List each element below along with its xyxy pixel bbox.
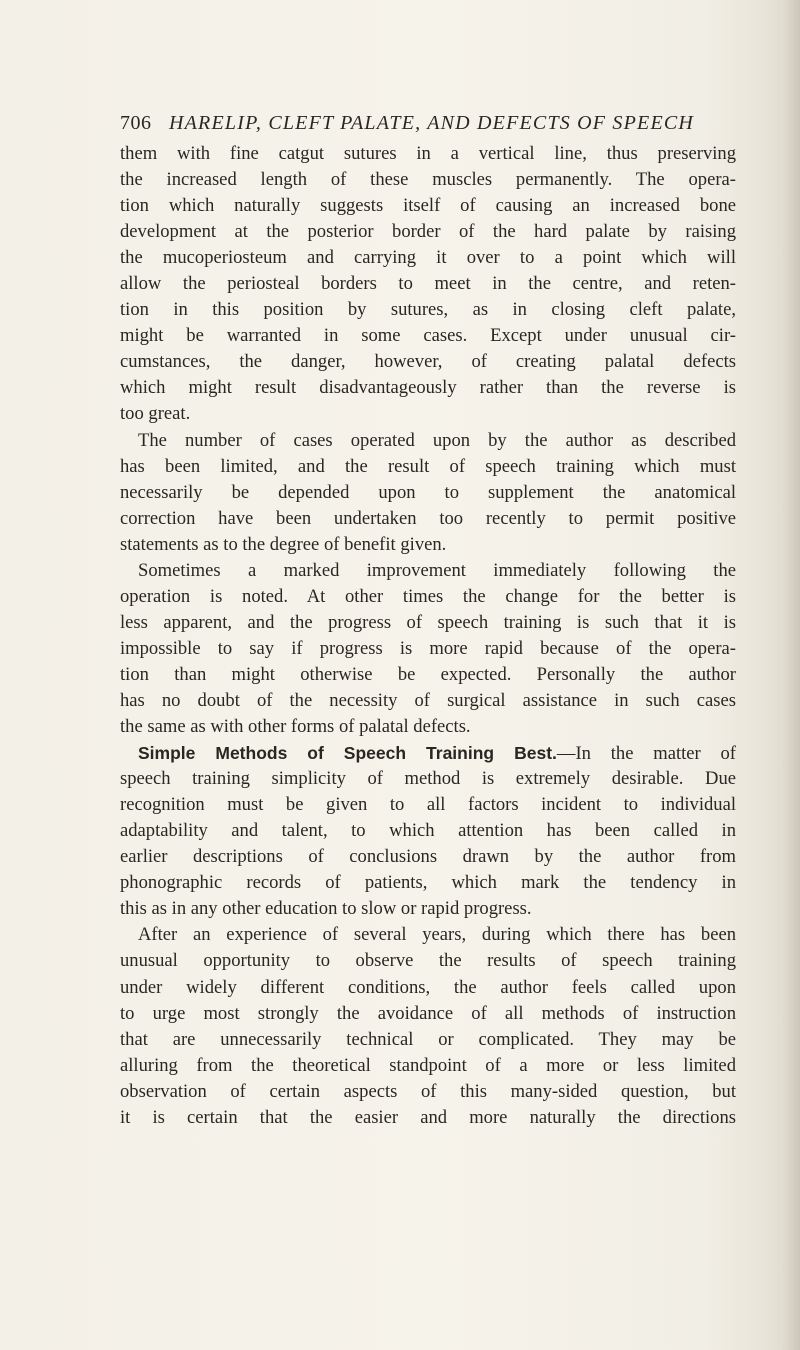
- text-line: might be warranted in some cases. Except under unusual cir-: [120, 325, 736, 347]
- text-line: that are unnecessarily technical or complicated. They may be: [120, 1028, 736, 1050]
- text-line: has no doubt of the necessity of surgical assistance in such cases: [120, 689, 736, 711]
- section-heading-line: [120, 740, 736, 766]
- text-line: adaptability and talent, to which attention has been called in: [120, 820, 736, 842]
- text-line: less apparent, and the progress of speech training is such that it is: [120, 611, 736, 633]
- text-line: statements as to the degree of benefit given.: [120, 533, 447, 555]
- text-line: necessarily be depended upon to supplement the anatomical: [120, 481, 736, 503]
- text-line: speech training simplicity of method is extremely desirable. Due: [120, 768, 736, 790]
- text-line: tion which naturally suggests itself of causing an increased bone: [120, 195, 736, 217]
- text-line: tion than might otherwise be expected. Personally the author: [120, 663, 736, 685]
- text-line: them with fine catgut sutures in a vertical line, thus preserving: [120, 143, 736, 164]
- text-line: impossible to say if progress is more rapid because of the opera-: [120, 637, 736, 659]
- text-line: to urge most strongly the avoidance of all methods of instruction: [120, 1002, 736, 1024]
- heading-line-text: In the matter of: [575, 743, 736, 765]
- text-line: cumstances, the danger, however, of creating palatal defects: [120, 351, 736, 373]
- text-line: allow the periosteal borders to meet in the centre, and reten-: [120, 273, 736, 295]
- running-head: [120, 112, 740, 142]
- text-line: earlier descriptions of conclusions drawn by the author from: [120, 846, 736, 868]
- text-line: observation of certain aspects of this many-sided question, but: [120, 1080, 736, 1102]
- text-line: Sometimes a marked improvement immediately following the: [138, 559, 736, 581]
- text-line: tion in this position by sutures, as in closing cleft palate,: [120, 299, 736, 321]
- text-line: correction have been undertaken too recently to permit positive: [120, 507, 736, 529]
- text-line: the same as with other forms of palatal defects.: [120, 716, 471, 738]
- text-line: which might result disadvantageously rather than the reverse is: [120, 377, 736, 399]
- text-line: development at the posterior border of the hard palate by raising: [120, 221, 736, 243]
- text-line: After an experience of several years, during which there has been: [138, 924, 736, 946]
- text-line: phonographic records of patients, which mark the tendency in: [120, 872, 736, 894]
- text-line: The number of cases operated upon by the author as described: [138, 429, 736, 451]
- text-line: under widely different conditions, the author feels called upon: [120, 976, 736, 998]
- text-line: the mucoperiosteum and carrying it over to a point which will: [120, 247, 736, 269]
- text-line: operation is noted. At other times the change for the better is: [120, 585, 736, 607]
- text-line: alluring from the theoretical standpoint of a more or less limited: [120, 1054, 736, 1076]
- body-text: [120, 141, 736, 1131]
- text-line: unusual opportunity to observe the results of speech training: [120, 950, 736, 972]
- text-line: the increased length of these muscles permanently. The opera-: [120, 169, 736, 191]
- page-edge-shadow: [782, 0, 800, 1350]
- section-heading: Simple Methods of Speech Training Best.: [138, 743, 557, 764]
- running-title: HARELIP, CLEFT PALATE, AND DEFECTS OF SPEECH: [169, 112, 695, 134]
- page-number: 706: [120, 112, 152, 134]
- heading-dash: —: [556, 743, 576, 765]
- text-line: too great.: [120, 403, 191, 425]
- text-line: has been limited, and the result of speech training which must: [120, 455, 736, 477]
- text-line: it is certain that the easier and more naturally the directions: [120, 1106, 736, 1128]
- text-line: this as in any other education to slow or rapid progress.: [120, 898, 532, 920]
- text-line: recognition must be given to all factors incident to individual: [120, 794, 736, 816]
